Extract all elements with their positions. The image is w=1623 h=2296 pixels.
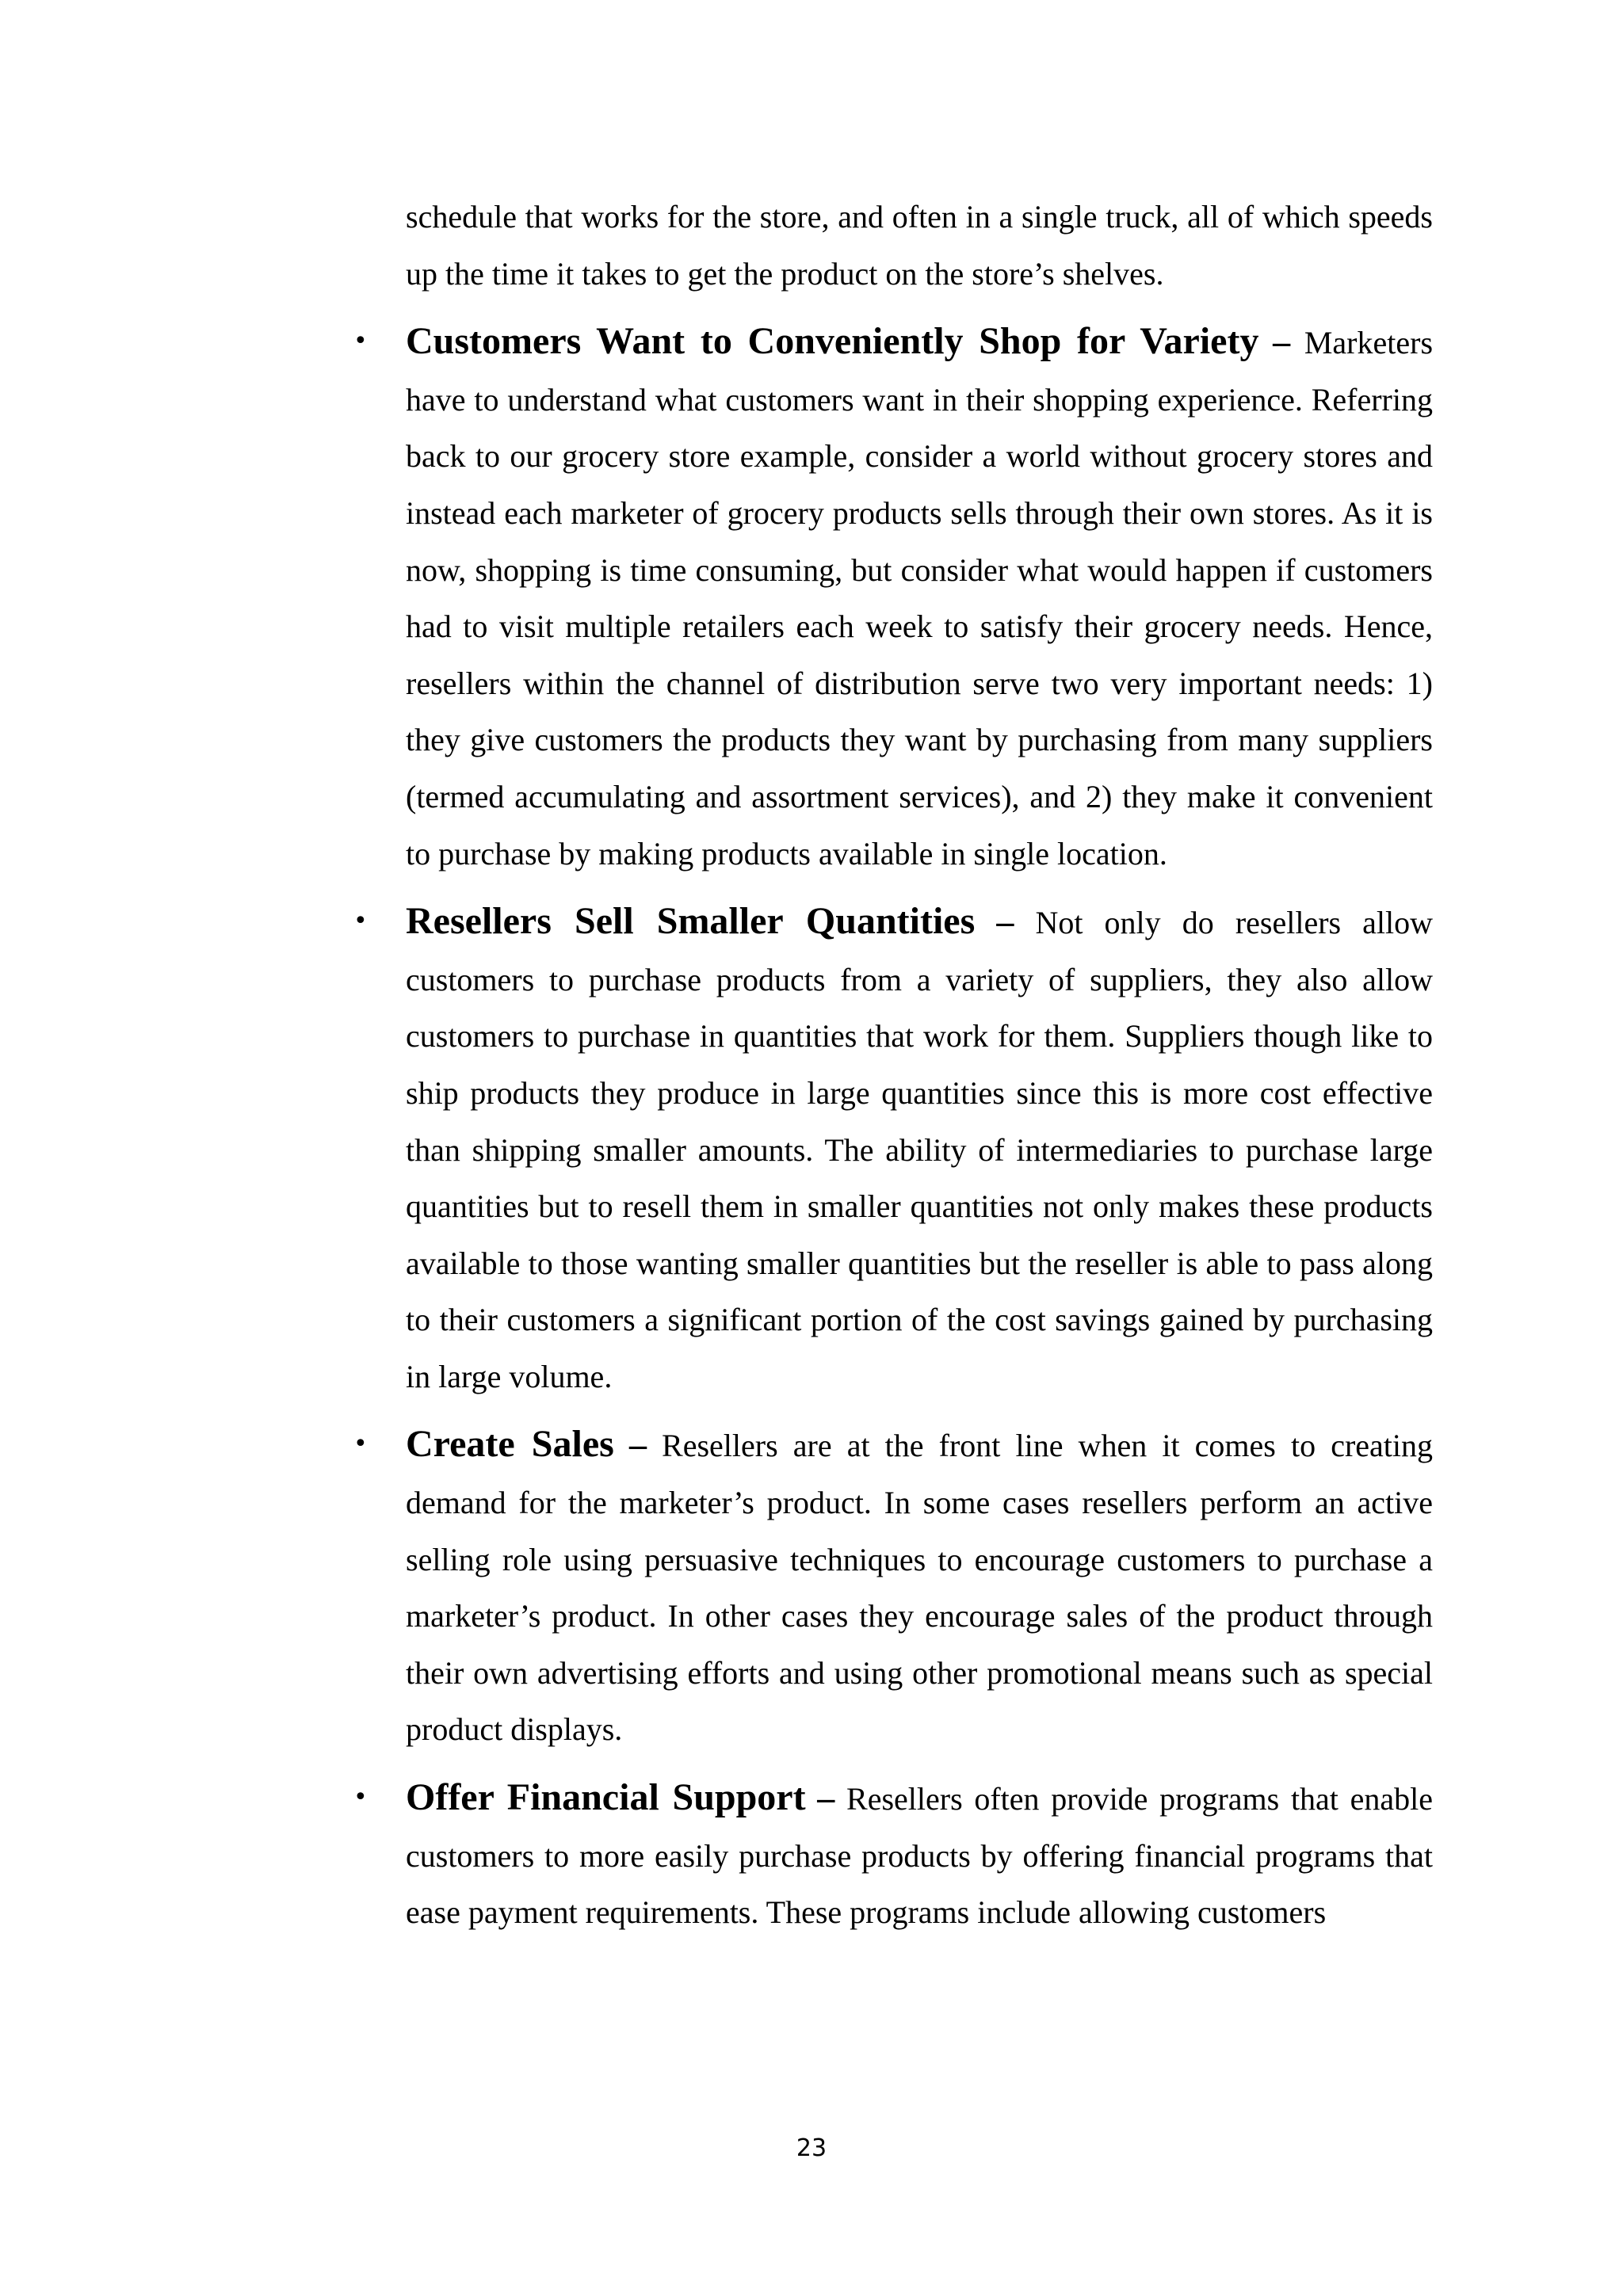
bullet-item-financial-support [353,1769,1434,1941]
title-dash: – [817,1779,835,1818]
bullet-icon: • [353,1430,368,1459]
title-dash: – [1273,322,1291,362]
bullet-paragraph [406,313,1433,882]
bullet-paragraph [406,1769,1433,1941]
intro-paragraph: schedule that works for the store, and often in a single truck, all of which speeds up the time it takes to get the product on the store’s shelves. [406,199,1433,292]
bullet-icon: • [353,1783,368,1812]
item-text: Resellers are at the front line when it comes to creating demand for the marketer’s product. In some cases resellers perform an active selling role using persuasive techniques to encourage customers to purchase a marketer’s product. In other cases they encourage sales of the product through their own advertising efforts and using other promotional means such as special product displays. [406,1428,1433,1748]
item-text: Not only do resellers allow customers to purchase products from a variety of suppliers, they also allow customers to purchase in quantities that work for them. Suppliers though like to ship products they produce in large quantities since this is more cost effective than shipping smaller amounts. The ability of intermediaries to purchase large quantities but to resell them in smaller quantities not only makes these products available to those wanting smaller quantities but the reseller is able to pass along to their customers a significant portion of the cost savings gained by purchasing in large volume. [406,905,1434,1394]
item-title: Customers Want to Conveniently Shop for Variety [406,320,1259,363]
item-text: Resellers often provide programs that enable customers to more easily purchase products by offering financial programs that ease payment requirements. These programs include allowing customers [406,1781,1434,1931]
item-title: Offer Financial Support [406,1776,806,1819]
bullet-paragraph [406,1416,1433,1758]
bullet-item-smaller-quantities [353,893,1434,1405]
page-number: 23 [796,2134,827,2162]
item-title: Resellers Sell Smaller Quantities [406,900,976,943]
bullet-icon: • [353,327,368,356]
bullet-icon: • [353,907,368,936]
title-dash: – [628,1425,647,1465]
bullet-item-convenient-variety [353,313,1434,882]
title-dash: – [996,902,1014,942]
item-text: Marketers have to understand what customers want in their shopping experience. Referring back to our grocery store example, consider a world without grocery stores and instead each marketer of grocery products sells through their own stores. As it is now, shopping is time consuming, but consider what would happen if customers had to visit multiple retailers each week to satisfy their grocery needs. Hence, resellers within the channel of distribution serve two very important needs: 1) they give customers the products they want by purchasing from many suppliers (termed accumulating and assortment services), and 2) they make it convenient to purchase by making products available in single location. [406,325,1434,871]
body-text [353,189,1434,1952]
item-title: Create Sales [406,1423,614,1466]
bullet-item-create-sales [353,1416,1433,1758]
bullet-paragraph [406,893,1433,1405]
